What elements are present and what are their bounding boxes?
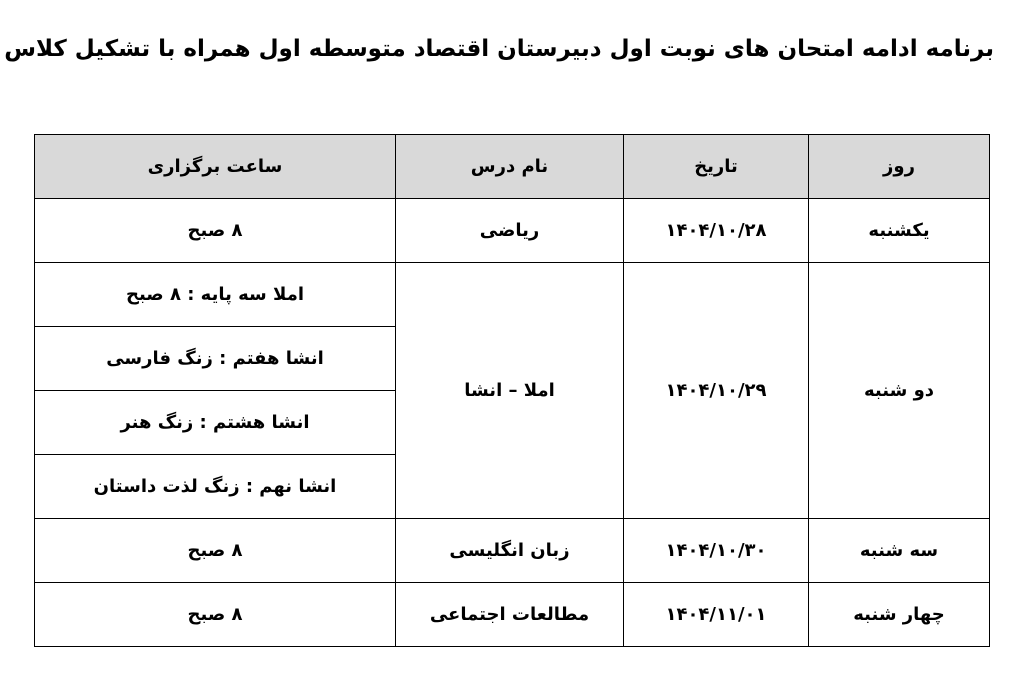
time-cell: املا سه پایه : ۸ صبح	[35, 263, 396, 327]
header-date: تاریخ	[624, 135, 809, 199]
header-subject: نام درس	[396, 135, 624, 199]
exam-schedule-table	[34, 134, 990, 647]
time-cell: ۸ صبح	[35, 199, 396, 263]
header-time: ساعت برگزاری	[35, 135, 396, 199]
date-value: ۱۴۰۴/۱۰/۳۰	[665, 540, 767, 561]
time-cell: ۸ صبح	[35, 583, 396, 647]
day-cell: دو شنبه	[809, 263, 990, 519]
subject-cell: مطالعات اجتماعی	[396, 583, 624, 647]
header-day: روز	[809, 135, 990, 199]
time-cell: انشا نهم : زنگ لذت داستان	[35, 455, 396, 519]
date-cell	[624, 519, 809, 583]
day-cell: سه شنبه	[809, 519, 990, 583]
date-cell	[624, 583, 809, 647]
subject-cell: املا – انشا	[396, 263, 624, 519]
time-cell: ۸ صبح	[35, 519, 396, 583]
date-value: ۱۴۰۴/۱۰/۲۸	[665, 220, 767, 241]
date-value: ۱۴۰۴/۱۰/۲۹	[665, 380, 767, 401]
table-row	[35, 199, 990, 263]
date-value: ۱۴۰۴/۱۱/۰۱	[665, 604, 767, 625]
table-row	[35, 519, 990, 583]
subject-cell: زبان انگلیسی	[396, 519, 624, 583]
day-cell: یکشنبه	[809, 199, 990, 263]
date-cell	[624, 263, 809, 519]
table-header-row	[35, 135, 990, 199]
table-row	[35, 583, 990, 647]
time-cell: انشا هشتم : زنگ هنر	[35, 391, 396, 455]
subject-cell: ریاضی	[396, 199, 624, 263]
date-cell	[624, 199, 809, 263]
day-cell: چهار شنبه	[809, 583, 990, 647]
table-row	[35, 263, 990, 327]
time-cell: انشا هفتم : زنگ فارسی	[35, 327, 396, 391]
page-title: برنامه ادامه امتحان های نوبت اول دبیرستان اقتصاد متوسطه اول همراه با تشکیل کلاس	[4, 36, 994, 62]
